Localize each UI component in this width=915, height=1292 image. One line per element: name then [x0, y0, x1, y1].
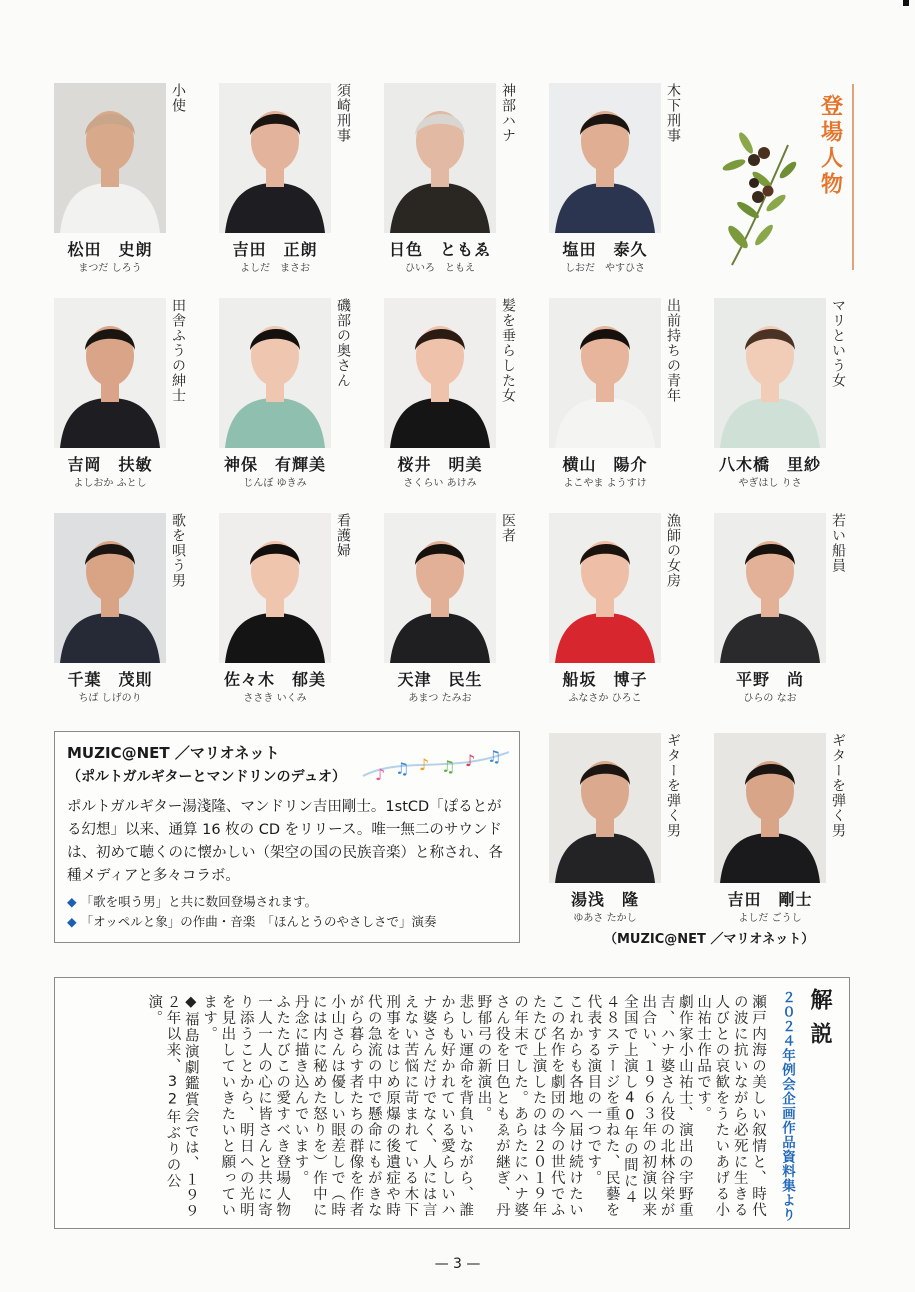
cast-card — [219, 83, 369, 283]
commentary-paragraph: 劇作家小山祐士、演出の宇野重吉、ハナ婆さん役の北林谷栄が出合い、１９６３年の初演以来全国で上演し40年の間に４４８ステージを重ねた、民藝を代表する演目の一つです。 — [585, 994, 693, 1218]
cast-card — [219, 513, 369, 713]
cast-name-reading: よしだ ごうし — [738, 913, 802, 924]
cast-name: 吉岡 扶敏 — [67, 455, 153, 474]
corner-mark — [903, 0, 909, 6]
cast-photo — [384, 513, 496, 663]
cast-role: ギターを弾く男 — [830, 733, 846, 838]
cast-name: 天津 民生 — [397, 670, 483, 689]
cast-photo — [714, 298, 826, 448]
muzic-title: MUZIC@NET ／マリオネット — [67, 744, 280, 762]
svg-text:♪: ♪ — [419, 755, 430, 774]
cast-name: 日色 ともゑ — [388, 240, 491, 259]
commentary-paragraph: これからも各地へ届け続けたいこの名作を劇団の今の世代でふたたび上演したのは２０１９年の年末でした。あらたにハナ婆さん役を日色ともゑが継ぎ、丹野郁弓の新演出。 — [475, 994, 584, 1218]
cast-name-reading: じんぼ ゆきみ — [243, 478, 307, 489]
cast-name: 吉田 剛士 — [727, 890, 813, 909]
cast-role: 神部ハナ — [500, 83, 516, 143]
cast-role: 須崎刑事 — [335, 83, 351, 143]
cast-role: ギターを弾く男 — [665, 733, 681, 838]
cast-name: 松田 史朗 — [67, 240, 153, 259]
commentary-subtitle: ２０２４年例会企画作品資料集より — [779, 990, 795, 1222]
cast-name-reading: ささき いくみ — [243, 693, 307, 704]
cast-role: 田舎ふうの紳士 — [170, 298, 186, 403]
muzic-subtitle: （ポルトガルギターとマンドリンのデュオ） — [67, 769, 347, 785]
cast-role: 木下刑事 — [665, 83, 681, 143]
cast-name: 八木橋 里紗 — [718, 455, 821, 474]
cast-photo — [549, 298, 661, 448]
cast-name: 平野 尚 — [735, 670, 804, 689]
cast-heading-box — [808, 84, 854, 270]
cast-role: 医者 — [500, 513, 516, 543]
svg-text:♫: ♫ — [441, 757, 456, 776]
cast-name: 佐々木 郁美 — [223, 670, 326, 689]
page-number: — 3 — — [434, 1256, 481, 1272]
muzic-bullet-1-text: 「歌を唄う男」と共に数回登場されます。 — [80, 894, 318, 909]
cast-name-reading: よこやま ようすけ — [563, 478, 647, 489]
cast-name: 桜井 明美 — [397, 455, 483, 474]
cast-name-reading: よしおか ふとし — [73, 478, 147, 489]
cast-photo — [549, 733, 661, 883]
cast-role: 出前持ちの青年 — [665, 298, 681, 403]
commentary-box — [54, 977, 850, 1229]
muzic-info-box — [54, 731, 520, 943]
cast-card — [549, 513, 699, 713]
cast-name: 船坂 博子 — [562, 670, 648, 689]
commentary-paragraph: 悲しい運命を背負いながら、誰からも好かれている愛らしいハナ婆さんだけでなく、人には言えない苦悩に苛まれている木下刑事をはじめ原爆の後遺症や時代の急流の中で懸命にもがきながら暮らす者たちの群像を作者小山さんは優しい眼差しで（時には内に秘めた怒りを）作中に丹念に描き込んでいます。 — [292, 994, 474, 1218]
cast-role: 歌を唄う男 — [170, 513, 186, 588]
cast-name: 千葉 茂則 — [67, 670, 153, 689]
cast-name: 吉田 正朗 — [232, 240, 318, 259]
cast-card — [384, 83, 534, 283]
muzic-credit: （MUZIC@NET ／マリオネット） — [604, 932, 815, 947]
cast-role: 小使 — [170, 83, 186, 113]
cast-name-reading: やぎはし りさ — [738, 478, 802, 489]
bullet-diamond-icon: ◆ — [67, 914, 77, 929]
cast-card — [54, 298, 204, 498]
svg-text:♪: ♪ — [465, 751, 476, 770]
music-notes-icon — [361, 746, 511, 786]
commentary-body — [145, 994, 767, 1220]
cast-card — [714, 513, 864, 713]
commentary-note: ◆福島演劇鑑賞会では、１９９２年以来、32年ぶりの公演。 — [146, 994, 199, 1220]
cast-role: マリという女 — [830, 298, 846, 388]
cast-photo — [219, 298, 331, 448]
cast-name: 塩田 泰久 — [562, 240, 648, 259]
svg-text:♪: ♪ — [375, 765, 386, 784]
cast-name-reading: ふなさか ひろこ — [568, 693, 642, 704]
cast-name-reading: よしだ まさお — [240, 263, 310, 274]
cast-card — [714, 733, 864, 933]
commentary-paragraph: ふたたびこの愛すべき登場人物一人一人の心に皆さんと共に寄り添うことから、明日への光明を見出していきたいと願っています。 — [201, 994, 291, 1218]
muzic-description: ポルトガルギター湯淺隆、マンドリン吉田剛士。1stCD「ぽるとがる幻想」以来、通算 16 枚の CD をリリース。唯一無二のサウンドは、初めて聴くのに懐かしい（架空の国の民族音楽）と称され、各種メディアと多々コラボ。 — [67, 799, 503, 884]
cast-card — [549, 83, 699, 283]
cast-card — [219, 298, 369, 498]
cast-name-reading: ちば しげのり — [78, 693, 142, 704]
muzic-bullets — [67, 892, 437, 932]
cast-photo — [549, 83, 661, 233]
cast-name-reading: しおだ やすひさ — [565, 263, 645, 274]
cast-heading: 登場人物 — [817, 94, 843, 198]
cast-photo — [714, 513, 826, 663]
svg-text:♫: ♫ — [395, 759, 410, 778]
cast-card — [384, 513, 534, 713]
cast-name: 湯浅 隆 — [570, 890, 639, 909]
cast-card — [54, 83, 204, 283]
cast-card — [714, 298, 864, 498]
cast-photo — [219, 83, 331, 233]
commentary-paragraph: 瀬戸内海の美しい叙情と、時代の波に抗いながら必死に生きる人びとの哀歓をうたいあげる小山祐士作品です。 — [695, 994, 766, 1218]
cast-photo — [54, 513, 166, 663]
cast-name-reading: まつだ しろう — [78, 263, 142, 274]
cast-name: 横山 陽介 — [562, 455, 648, 474]
cast-photo — [384, 298, 496, 448]
olive-branch-icon — [718, 125, 808, 275]
cast-role: 漁師の女房 — [665, 513, 681, 588]
cast-photo — [54, 83, 166, 233]
svg-text:♫: ♫ — [487, 747, 502, 766]
cast-card — [549, 298, 699, 498]
cast-name-reading: ひらの なお — [743, 693, 797, 704]
cast-photo — [384, 83, 496, 233]
cast-name-reading: あまつ たみお — [408, 693, 472, 704]
cast-card — [54, 513, 204, 713]
cast-name-reading: ひいろ ともえ — [405, 263, 475, 274]
cast-role: 看護婦 — [335, 513, 351, 558]
cast-card — [549, 733, 699, 933]
cast-photo — [54, 298, 166, 448]
cast-role: 磯部の奥さん — [335, 298, 351, 388]
cast-name: 神保 有輝美 — [223, 455, 326, 474]
cast-photo — [549, 513, 661, 663]
cast-role: 髪を垂らした女 — [500, 298, 516, 403]
cast-role: 若い船員 — [830, 513, 846, 573]
cast-name-reading: ゆあさ たかし — [573, 913, 637, 924]
muzic-bullet-2 — [67, 912, 437, 932]
bullet-diamond-icon: ◆ — [67, 894, 77, 909]
cast-photo — [219, 513, 331, 663]
muzic-bullet-2-text: 「オッペルと象」の作曲・音楽 「ほんとうのやさしさで」演奏 — [80, 914, 437, 929]
cast-name-reading: さくらい あけみ — [403, 478, 477, 489]
commentary-title: 解説 — [807, 988, 832, 1056]
cast-photo — [714, 733, 826, 883]
muzic-bullet-1 — [67, 892, 437, 912]
cast-card — [384, 298, 534, 498]
